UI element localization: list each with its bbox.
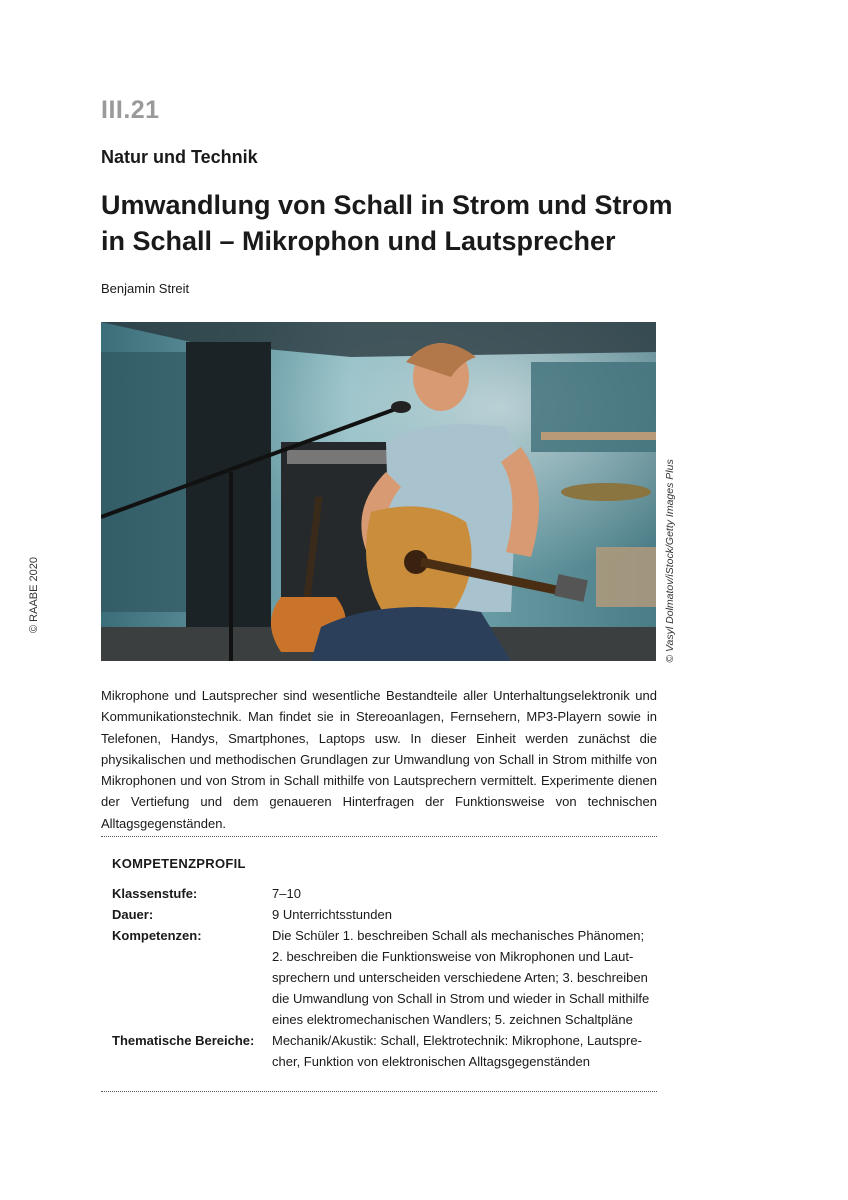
author: Benjamin Streit [101, 281, 190, 296]
profile-label: Klassenstufe: [112, 886, 198, 901]
title-line-2: in Schall – Mikrophon und Lautsprecher [101, 226, 616, 256]
photo-illustration [101, 322, 656, 661]
profile-label: Dauer: [112, 907, 154, 922]
profile-value: Die Schüler 1. beschreiben Schall als mechanisches Phänomen; 2. beschreiben die Funktionsweise von Mikrophonen und Lautsprechern und unterscheiden verschiedene Arten; 3. beschreiben die Umwandlung von Schall in Strom und wieder in Schall mithilfe eines elektromechanischen Wandlers; 5. zeichnen Schaltpläne [272, 928, 650, 1027]
subject-heading: Natur und Technik [101, 147, 258, 167]
intro-paragraph: Mikrophone und Lautsprecher sind wesentliche Bestandteile aller Unterhaltungselektronik und Kommunikationstechnik. Man findet sie in Stereoanlagen, Fernsehern, MP3-Playern sowie in Telefonen, Handys, Smartphones, Laptops usw. In dieser Einheit werden zunächst die physikalischen und methodischen Grundlagen zur Umwandlung von Schall in Strom mithilfe von Mikrophonen und von Strom in Schall mithilfe von Lautsprechern vermittelt. Experimente dienen der Vertiefung und dem genaueren Hinterfragen der Funktionsweise von technischen Alltagsgegenständen. [101, 688, 657, 831]
divider-bottom [101, 1091, 657, 1092]
title-line-1: Umwandlung von Schall in Strom und Strom [101, 190, 673, 220]
competence-profile-heading: KOMPETENZPROFIL [112, 856, 246, 871]
divider-top [101, 836, 657, 837]
photo-credit: © Vasyl Dolmatov/iStock/Getty Images Plus [664, 459, 676, 663]
musician-photo [101, 322, 656, 661]
profile-value: Mechanik/Akustik: Schall, Elektrotechnik: Mikrophone, Lautsprecher, Funktion von elektronischen Alltagsgegenständen [272, 1033, 642, 1069]
profile-value: 9 Unterrichtsstunden [272, 907, 392, 922]
copyright-side-label: © RAABE 2020 [28, 557, 40, 633]
page-title [101, 187, 681, 259]
profile-label: Thematische Bereiche: [112, 1033, 255, 1048]
unit-number: III.21 [101, 96, 160, 124]
profile-value: 7–10 [272, 886, 301, 901]
profile-label: Kompetenzen: [112, 928, 202, 943]
